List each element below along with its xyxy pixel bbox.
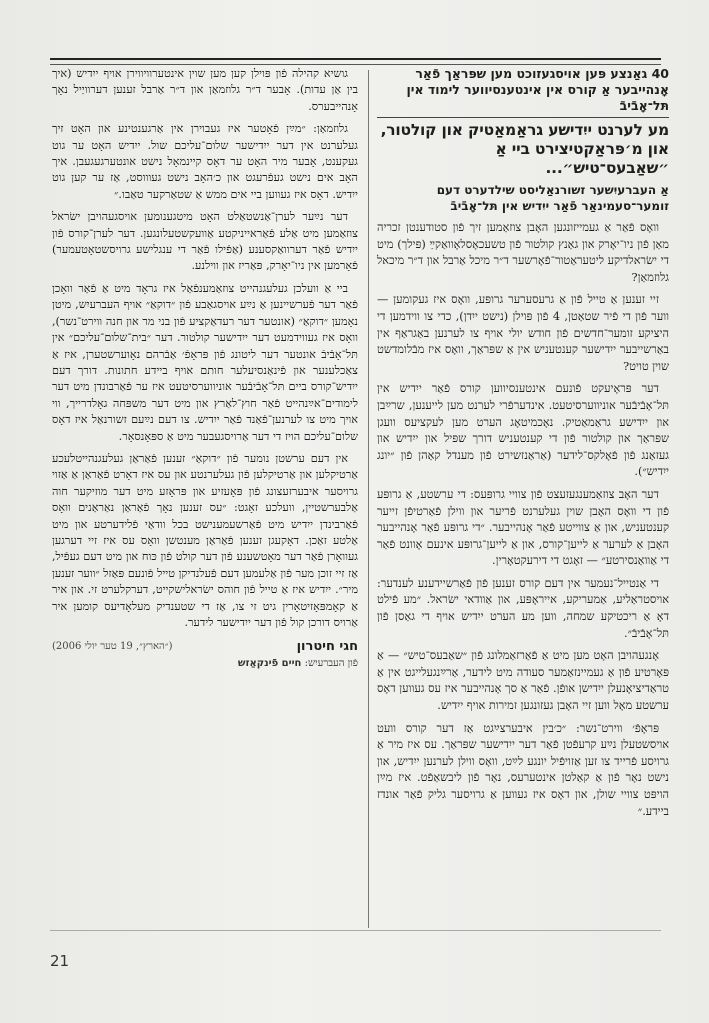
body-paragraph: גושיא קהילה פֿון פּוילן קען מען שוין אינטערוויווירן אויף ייִדיש (איך בין אַן עדות). אָבער ד״ר גלוזמאַן און ד״ר אַרבל זענען דערוויַיל נאָך אָנהייבערס. bbox=[52, 67, 358, 113]
column-divider bbox=[368, 70, 369, 928]
page-number: 21 bbox=[50, 952, 70, 970]
article-deck: אַ העברעיִשער זשורנאַליסט שילדערט דעם זומער־סעמינאַר פֿאַר ייִדיש אין תּל־אָבֿיבֿ bbox=[436, 183, 669, 213]
body-paragraph: דער האָב צוזאַמענגעזעצט פֿון צוויי גרופּעס: די ערשטע, אַ גרופּע פֿון די וואָס האָבן שוין געלערנט פֿריער און ווילן פֿאַרטיפֿן זייער קענטעניש, און אַ צווייטע פֿאַר אָנהייבער. ״די גרופּע פֿאַר אָנהייבער האָבן אַ לערער אַ לייען־קורס, און אַ לייען־גרופּע אינעם אָוונט פֿאַר די אַוואַנסירטע״ — זאָגט די דירעקטאָרין. bbox=[377, 487, 669, 568]
body-paragraph: דער פּראָיעקט פֿונעם אינטענסיווען קורס פֿאַר ייִדיש אין תּל־אָבֿיבֿער אוניווערסיטעט. אינדערפֿרי לערנט מען לייענען, שרײַבן און ייִדישע גראַמאַטיק. נאָכמיטאָג הערט מען לעקציעס וועגן שפּראַך און קולטור פֿון די קענטעניש דורך שפּיל און ייִדיש און געזאַנג פֿון פֿאָלקס־לידער (אַראַנזשירט פֿון מענדל קאַהן פֿון ״יונג ייִדיש״). bbox=[377, 382, 669, 479]
article-headline: מע לערנט ייִדישע גראַמאַטיק און קולטור, און מ׳פּראַקטיצירט ביי אַ ״שאַבעס־טיש״... bbox=[380, 121, 669, 177]
body-paragraph: ביי אַ וועלכן געלעגנהייט צוזאַמענפֿאַל איז גראָד מיט אַ פֿאַר וואָכן פֿאַר דער פֿערשיינען אַ נײַע אויסגאַבע פֿון ״דוקאַ״ אויף העברעיִש, מיטן נאָמען ״דוקאַ״ (אונטער דער רעדאַקציע פֿון בני מר און חנה ווירט־נשר), וואָס איז געווידמעט דער ייִדישער קולטור. דער ״בית־שלום־עליכם״ אין תּל־אָבֿיבֿ אונטער דער ליטונג פֿון פּראָפֿ׳ אַבֿרהם נאָוערשטערן, איז אַ צאַכלענער און פֿינאַנסיעלער חותם אויף ביידע חתונות. דורך דעם ייִדיש־קורס ביים תּל־אָבֿיבֿער אוניווערסיטעט איז ער פֿאַרבונדן מיט דער לימודים־אײַנהייט פֿאַר חוץ־לאַרץ און מיט דער משפּחה גאָלדרייך, ווי אויך מיט צו לערנען־פֿאַנד פֿאַר ייִדיש. צו דעם נײַעם זשורנאַל איז דאָס שלום־עליכם הויז די דער אַרויסגעבער מיט אַ ספּאָנסאָר. bbox=[52, 281, 358, 443]
author-name: חגי חיטרון bbox=[296, 639, 358, 655]
translator-credit bbox=[52, 654, 358, 669]
body-paragraph: אין דעם ערשטן נומער פֿון ״דוקאַ״ זענען פֿאַראַן געלעגנהייטלעכע אַרטיקלען און אַרטיקלען פֿון געלערנטע און עס איז דאָרט פֿאַראַן אַ אַזוי גרויסער איבערזעצונג פֿון פּאָעזיע און פּראָזע מיט דער מוזיקער חוה אַלבערשטיין, וועלכע זאָגט: ״עס זענען נאָך פֿאַראַן נאַראַנים וואָס פֿאַרבינדן ייִדיש מיט פֿאַרשעמענישט בכל וודאַי פֿלידערטע און מיט אַלטע זאַכן. דאָקעגן זענען פֿאַראַן מענטשן וואָס עס איז זיי דערגען געוואָרן פֿאַר דער מאָטשענע פֿון דער קולט פֿון כּוח און מיט דעם געפֿיל, אַז זיי זוכן מער פֿון אַלעמען דעם פֿעלנדיקן טייל פֿונעם פּאַזל ״ווער זענען מיר״. ייִדיש איז אַ טייל פֿון חוהס ישׂראלישקייט, דערקלערט זי. און איר אַ קאָמפּאָזיטאָרין גיט זי צו, אַז די שטענדיק מעלאָדיעס קומען איר אַרויס דורכן קול פֿון דער ייִדישער לידער. bbox=[52, 451, 358, 629]
article-kicker: 40 גאַנצע פּען אויסגעזוכט מען שפּראַך פֿאַר אָנהייבער אַ קורס אין אינטענסיווער לימוד אין תּל־אָבֿיבֿ bbox=[377, 66, 669, 118]
header-rule bbox=[50, 58, 661, 60]
body-paragraph: דער נײַער לערן־אַנשטאַלט האָט מיטגענומען אויסגעהויבן ישׂראל צוזאַמען מיט אַלע פֿאַראייניקטע אַוועקשטעלונגען. דער לערן־קורס פֿון ייִדיש פֿאַר דערוואַקסענע (אַפֿילו פֿאַר די ענגלישע גרויסשטאָטעמער) פֿאָרמען אין ניו־יאָרק, פּאַריז און ווילנע. bbox=[52, 210, 358, 273]
left-column bbox=[52, 66, 358, 669]
translator-label: פֿון העברעיִש: bbox=[304, 658, 358, 670]
article-signature bbox=[52, 639, 358, 669]
body-paragraph: גלוזמאַן: ״מײַן פֿאָטער איז געבוירן אין אַרגענטינע און האָט זיך געלערנט אין דער ייִדישער שלום־עליכם שול. ייִדיש האָט ער גוט געקענט, אָבער מיר האָט ער דאָס קיינמאָל נישט אונטערגעגעבן. איך האָב אים נישט געפֿרעגט און כ׳האָב נישט געוווסט, אַז ער קען גוט ייִדיש. דאָס איז געווען ביי אים ממש אַ שטאַרקער טאַבו.״ bbox=[52, 122, 358, 201]
body-paragraph: זיי זענען אַ טייל פֿון אַ גרעסערער גרופּע, וואָס איז געקומען — ווער פֿון די פֿיר שטאַטן, 4 פֿון פּוילן (נישט ייִדן), כדי צו ווידמען די היציקע זומער־חדשים פֿון חודש יולי אויף צו לערנען באַגראַף אין באַרשייבער ייִדישער קענטעניש אין אַ שפּראַך, וואָס איז מבֿלומדשט שוין טויט? bbox=[377, 293, 669, 373]
source-citation: (״הארץ״, 19 טער יולי 2006) bbox=[52, 641, 173, 653]
body-paragraph: אָנגעהויבן האָט מען מיט אַ פֿאַרזאַמלונג פֿון ״שאַבעס־טיש״ — אַ פּאָרטיע פֿון אַ געמיינזאַמער סעודה מיט לידער, אַרײַנגעלייגט אין אַ טראַדיציאָנעלן ייִדישן אופֿן. פֿאַר אַ סך אָנהייבער איז עס געווען דאָס ערשטע מאָל ווען זיי האָבן געזונגען זמירות אויף ייִדיש. bbox=[377, 649, 669, 713]
right-column bbox=[377, 66, 669, 826]
body-paragraph: פּראָפֿ׳ ווירט־נשר: ״כ׳בין איבערצײַגט אַז דער קורס וועט אויסשטעלן נײַע קרעפֿטן פֿאַר דער ייִדישער שפּראַך. עס איז מיר אַ גרויסע פֿרייד צו זען אַזויפֿיל יונגע לײַט, וואָס ווילן לערנען ייִדיש, און נישט נאָר פֿון אַ קאַלטן אינטערעס, נאָר פֿון ליבשאַפֿט. איז מײַן הויפּט צוויי שולן, און דאָס איז געווען אַ גרויסער גליק פֿאַר אונדז ביידע.״ bbox=[377, 721, 669, 818]
body-paragraph: וואָס פֿאַר אַ געמייזונגען האָבן צוזאַמען זיך פֿון סטודענטן זכריה מאַן פֿון ניו־יאָרק און גאַנץ קולטור פֿון טשעכאָסלאָוואַקײַ (פּילך) מיט די ישׂראלדיקע ליטעראַטור־פֿאָרשער ד״ר מיכל אַרבל און ד״ר מיכאל גלוזמאַן? bbox=[377, 221, 669, 284]
body-paragraph: די אַנטייל־נעמער אין דעם קורס זענען פֿון פֿאַרשיידענע לענדער: אויסטראַליע, אַמעריקע, אייראָפּע, און אַוודאי ישׂראל. ״מע פֿילט דאָ אַ ריכטיקע שמחה, ווען מע הערט ייִדיש אויף די גאַסן פֿון תּל־אָבֿיבֿ״. bbox=[377, 576, 669, 640]
footer-rule bbox=[50, 930, 661, 931]
header-rule-thin bbox=[50, 64, 661, 65]
translator-name: חיים פֿינקאַזש bbox=[237, 658, 302, 670]
